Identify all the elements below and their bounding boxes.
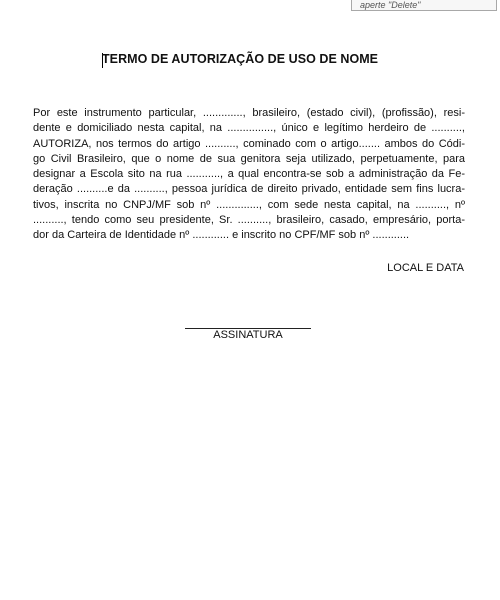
- body-line: .........., tendo como seu presidente, Sr. .........., brasileiro, casado, empresário, porta-: [33, 214, 465, 227]
- body-line: tivos, inscrita no CNPJ/MF sob nº .............., com sede nesta capital, na .........., nº: [33, 198, 465, 211]
- body-line: Por este instrumento particular, ............., brasileiro, (estado civil), (profissão), resi-: [33, 107, 465, 119]
- body-line: AUTORIZA, nos termos do artigo .........., cominado com o artigo....... ambos do Códi-: [33, 137, 465, 150]
- body-line: deração ..........e da .........., pessoa jurídica de direito privado, entidade sem fins lucra-: [33, 183, 465, 196]
- document-title[interactable]: TERMO DE AUTORIZAÇÃO DE USO DE NOME: [102, 52, 379, 66]
- body-line: dente e domiciliado nesta capital, na ..............., único e legítimo herdeiro de ..........,: [33, 122, 465, 135]
- delete-hint-tooltip: aperte "Delete": [351, 0, 497, 11]
- body-line: dor da Carteira de Identidade nº ............ e inscrito no CPF/MF sob nº ............: [33, 229, 410, 242]
- body-line: go Civil Brasileiro, que o nome de sua genitora seja utilizado, perpetuamente, para: [33, 152, 465, 165]
- body-line: designar a Escola sito na rua ..........., a qual encontra-se sob a administração da Fe-: [33, 168, 465, 181]
- document-body[interactable]: [33, 106, 465, 244]
- signature-label: ASSINATURA: [213, 329, 283, 341]
- local-date: LOCAL E DATA: [387, 262, 464, 274]
